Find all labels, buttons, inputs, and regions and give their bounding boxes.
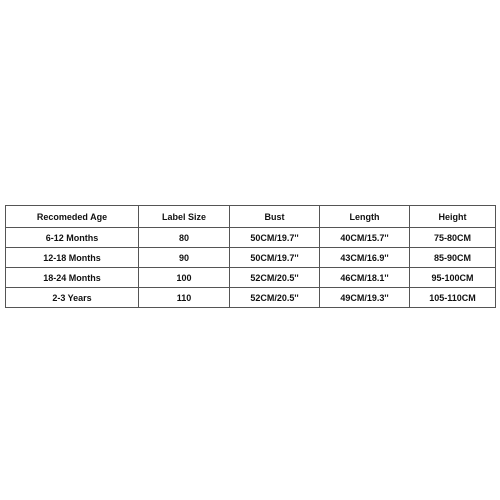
- header-age: Recomeded Age: [6, 206, 139, 228]
- cell-label-size: 90: [139, 248, 230, 268]
- cell-height: 85-90CM: [410, 248, 496, 268]
- cell-length: 43CM/16.9'': [320, 248, 410, 268]
- header-bust: Bust: [230, 206, 320, 228]
- cell-height: 105-110CM: [410, 288, 496, 308]
- header-height: Height: [410, 206, 496, 228]
- cell-label-size: 80: [139, 228, 230, 248]
- cell-length: 46CM/18.1'': [320, 268, 410, 288]
- table-row: [6, 248, 496, 268]
- cell-length: 40CM/15.7'': [320, 228, 410, 248]
- cell-bust: 50CM/19.7'': [230, 228, 320, 248]
- cell-bust: 52CM/20.5'': [230, 268, 320, 288]
- size-chart-table: [5, 205, 496, 308]
- cell-label-size: 100: [139, 268, 230, 288]
- table-row: [6, 228, 496, 248]
- cell-bust: 50CM/19.7'': [230, 248, 320, 268]
- header-length: Length: [320, 206, 410, 228]
- cell-age: 12-18 Months: [6, 248, 139, 268]
- cell-age: 18-24 Months: [6, 268, 139, 288]
- table-header-row: [6, 206, 496, 228]
- header-label-size: Label Size: [139, 206, 230, 228]
- cell-age: 2-3 Years: [6, 288, 139, 308]
- cell-height: 95-100CM: [410, 268, 496, 288]
- cell-length: 49CM/19.3'': [320, 288, 410, 308]
- cell-bust: 52CM/20.5'': [230, 288, 320, 308]
- cell-label-size: 110: [139, 288, 230, 308]
- table-row: [6, 288, 496, 308]
- table-row: [6, 268, 496, 288]
- cell-age: 6-12 Months: [6, 228, 139, 248]
- cell-height: 75-80CM: [410, 228, 496, 248]
